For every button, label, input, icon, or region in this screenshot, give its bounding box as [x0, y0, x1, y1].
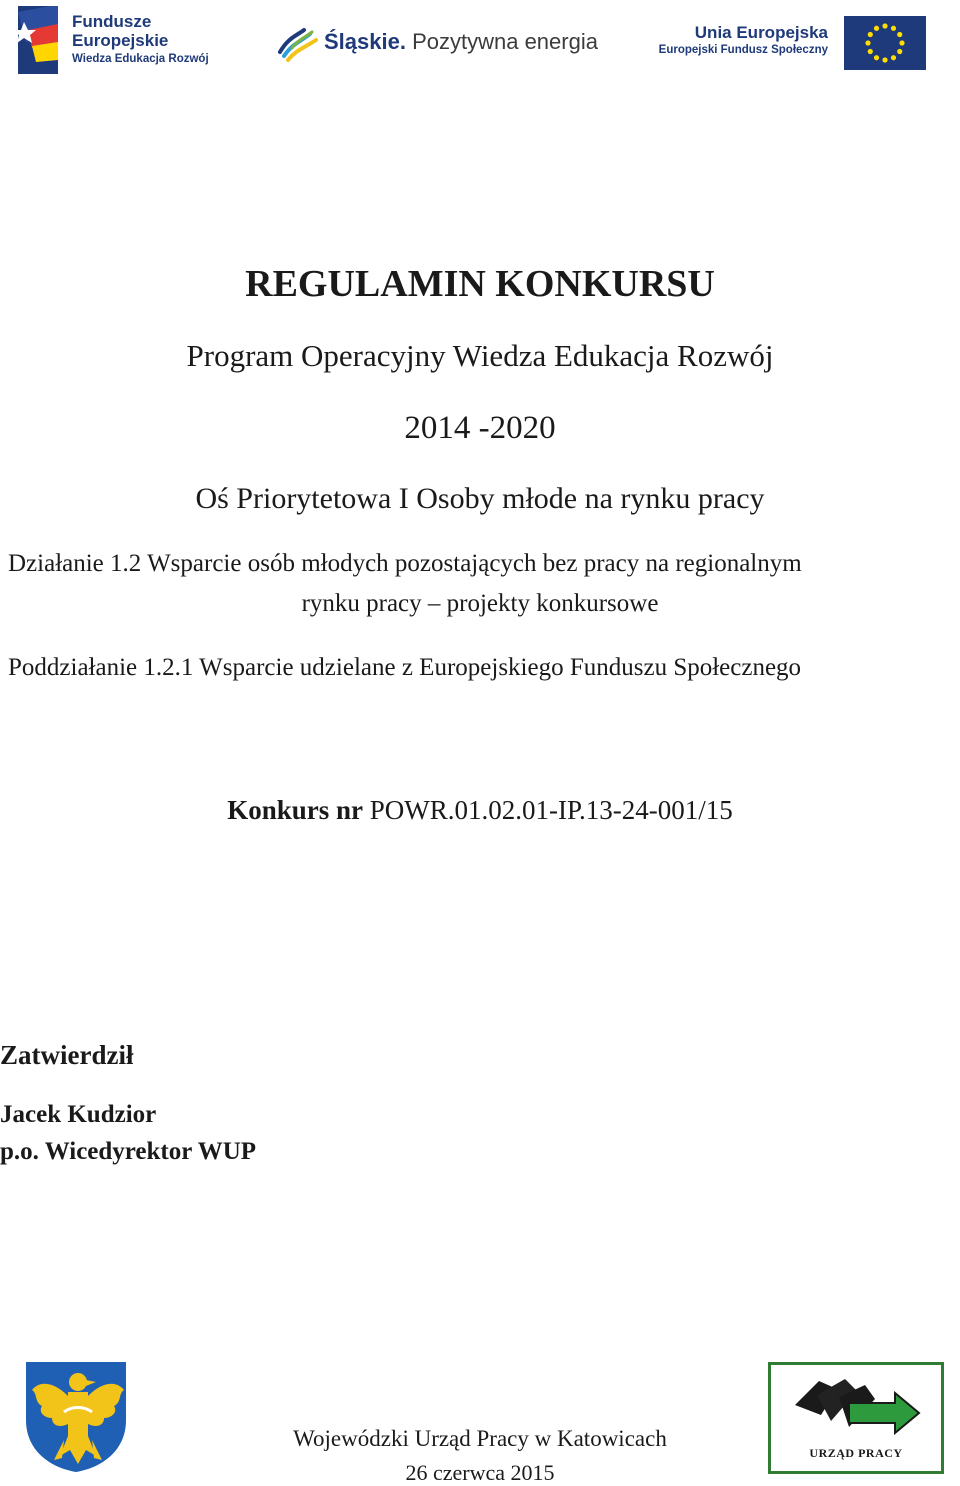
slaskie-logo	[278, 22, 598, 66]
priority-axis: Oś Priorytetowa I Osoby młode na rynku pracy	[195, 482, 765, 515]
eu-star-icon	[882, 23, 887, 28]
fe-line1: Fundusze	[72, 12, 152, 31]
ue-line2: Europejski Fundusz Społeczny	[658, 44, 828, 56]
action-line-1: Działanie 1.2 Wsparcie osób młodych pozostających bez pracy na regionalnym	[8, 550, 802, 577]
eu-star-icon	[882, 57, 887, 62]
fundusze-europejskie-logo	[14, 2, 229, 78]
slaskie-logo-icon	[278, 26, 318, 62]
program-name: Program Operacyjny Wiedza Edukacja Rozwój	[186, 338, 774, 373]
slaskie-name: Śląskie.	[324, 29, 406, 54]
contest-number: POWR.01.02.01-IP.13-24-001/15	[369, 795, 733, 825]
fe-line2: Europejskie	[72, 31, 169, 50]
institution-name: Wojewódzki Urząd Pracy w Katowicach	[293, 1426, 667, 1451]
program-period: 2014 -2020	[404, 410, 556, 446]
fundusze-europejskie-logo-icon	[14, 2, 68, 78]
approver-name: Jacek Kudzior	[0, 1101, 157, 1128]
eu-star-icon	[874, 55, 879, 60]
eu-star-icon	[865, 40, 870, 45]
unia-europejska-logo	[658, 14, 928, 72]
subaction: Poddziałanie 1.2.1 Wsparcie udzielane z Europejskiego Funduszu Społecznego	[8, 654, 802, 681]
wup-logo-label: URZĄD PRACY	[809, 1446, 903, 1460]
eu-star-icon	[891, 55, 896, 60]
ue-line1: Unia Europejska	[694, 23, 828, 42]
action-line-2: rynku pracy – projekty konkursowe	[301, 590, 659, 617]
approver-position: p.o. Wicedyrektor WUP	[0, 1138, 257, 1165]
contest-number-line	[0, 795, 960, 826]
approval-label: Zatwierdził	[0, 1040, 134, 1070]
document-date: 26 czerwca 2015	[405, 1460, 555, 1485]
eu-star-icon	[891, 26, 896, 31]
fe-line3: Wiedza Edukacja Rozwój	[72, 53, 209, 65]
slaskie-slogan: Pozytywna energia	[412, 29, 598, 54]
eu-star-icon	[868, 49, 873, 54]
eu-flag-icon	[844, 16, 926, 70]
contest-label: Konkurs nr	[227, 795, 364, 825]
eu-star-icon	[897, 49, 902, 54]
eu-star-icon	[874, 26, 879, 31]
eu-star-icon	[897, 32, 902, 37]
document-title: REGULAMIN KONKURSU	[245, 263, 715, 305]
eu-star-icon	[899, 40, 904, 45]
eu-star-icon	[868, 32, 873, 37]
silesia-eagle-crest-icon	[24, 1360, 128, 1474]
urzad-pracy-logo	[768, 1362, 944, 1474]
